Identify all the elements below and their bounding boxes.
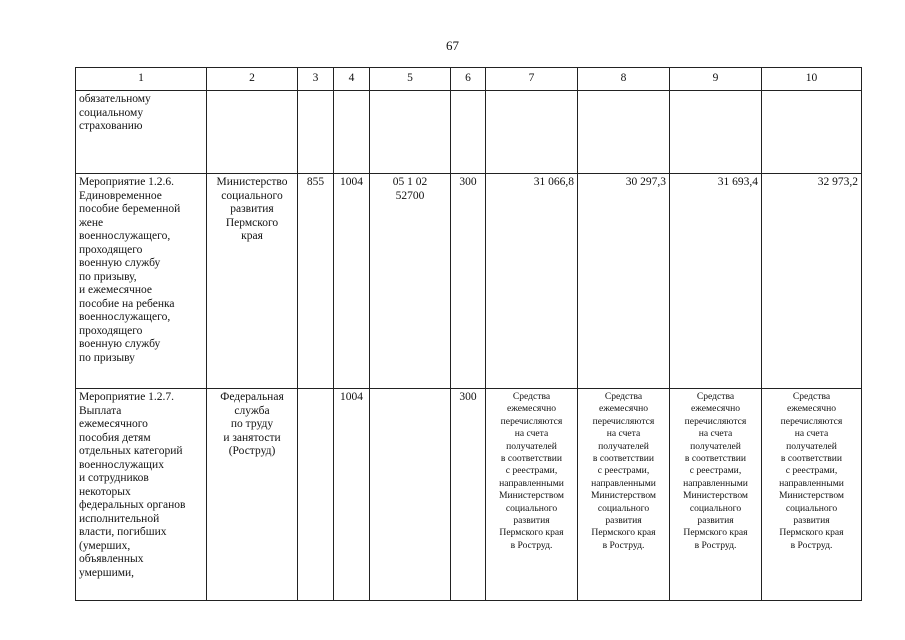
table-header-row [76,68,862,91]
note-cell: Средства ежемесячно перечисляются на счета получателей в соответствии с реестрами, направленными Министерством социального развития Пермского края в Роструд. [578,389,670,601]
section-cell: 1004 [334,174,370,389]
amount-cell: 31 066,8 [486,174,578,389]
target-article-cell: 05 1 02 52700 [370,174,451,389]
column-header: 2 [207,68,298,91]
activity-name-cell: Мероприятие 1.2.6. Единовременное пособие беременной жене военнослужащего, проходящего военную службу по призыву, и ежемесячное пособие на ребенка военнослужащего, проходящего военную службу по призыву [76,174,207,389]
amount-cell [670,91,762,174]
executor-cell [207,91,298,174]
page-number: 67 [446,38,459,53]
amount-cell [578,91,670,174]
column-header: 4 [334,68,370,91]
activity-name-cell: обязательному социальному страхованию [76,91,207,174]
target-article-cell [370,389,451,601]
amount-cell: 32 973,2 [762,174,862,389]
column-header: 7 [486,68,578,91]
amount-cell: 31 693,4 [670,174,762,389]
section-cell: 1004 [334,389,370,601]
table-row [76,389,862,601]
note-cell: Средства ежемесячно перечисляются на счета получателей в соответствии с реестрами, направленными Министерством социального развития Пермского края в Роструд. [670,389,762,601]
column-header: 3 [298,68,334,91]
activity-name-cell: Мероприятие 1.2.7. Выплата ежемесячного пособия детям отдельных категорий военнослужащих и сотрудников некоторых федеральных органов исполнительной власти, погибших (умерших, объявленных умершими, [76,389,207,601]
code-cell: 855 [298,174,334,389]
column-header: 9 [670,68,762,91]
expense-type-cell: 300 [451,389,486,601]
column-header: 1 [76,68,207,91]
column-header: 10 [762,68,862,91]
table-row [76,91,862,174]
target-article-cell [370,91,451,174]
expense-type-cell [451,91,486,174]
budget-table [75,67,862,601]
note-cell: Средства ежемесячно перечисляются на счета получателей в соответствии с реестрами, направленными Министерством социального развития Пермского края в Роструд. [486,389,578,601]
table-row [76,174,862,389]
column-header: 8 [578,68,670,91]
column-header: 5 [370,68,451,91]
code-cell [298,91,334,174]
amount-cell [762,91,862,174]
amount-cell: 30 297,3 [578,174,670,389]
executor-cell: Федеральная служба по труду и занятости (Роструд) [207,389,298,601]
code-cell [298,389,334,601]
section-cell [334,91,370,174]
column-header: 6 [451,68,486,91]
expense-type-cell: 300 [451,174,486,389]
executor-cell: Министерство социального развития Пермского края [207,174,298,389]
amount-cell [486,91,578,174]
note-cell: Средства ежемесячно перечисляются на счета получателей в соответствии с реестрами, направленными Министерством социального развития Пермского края в Роструд. [762,389,862,601]
